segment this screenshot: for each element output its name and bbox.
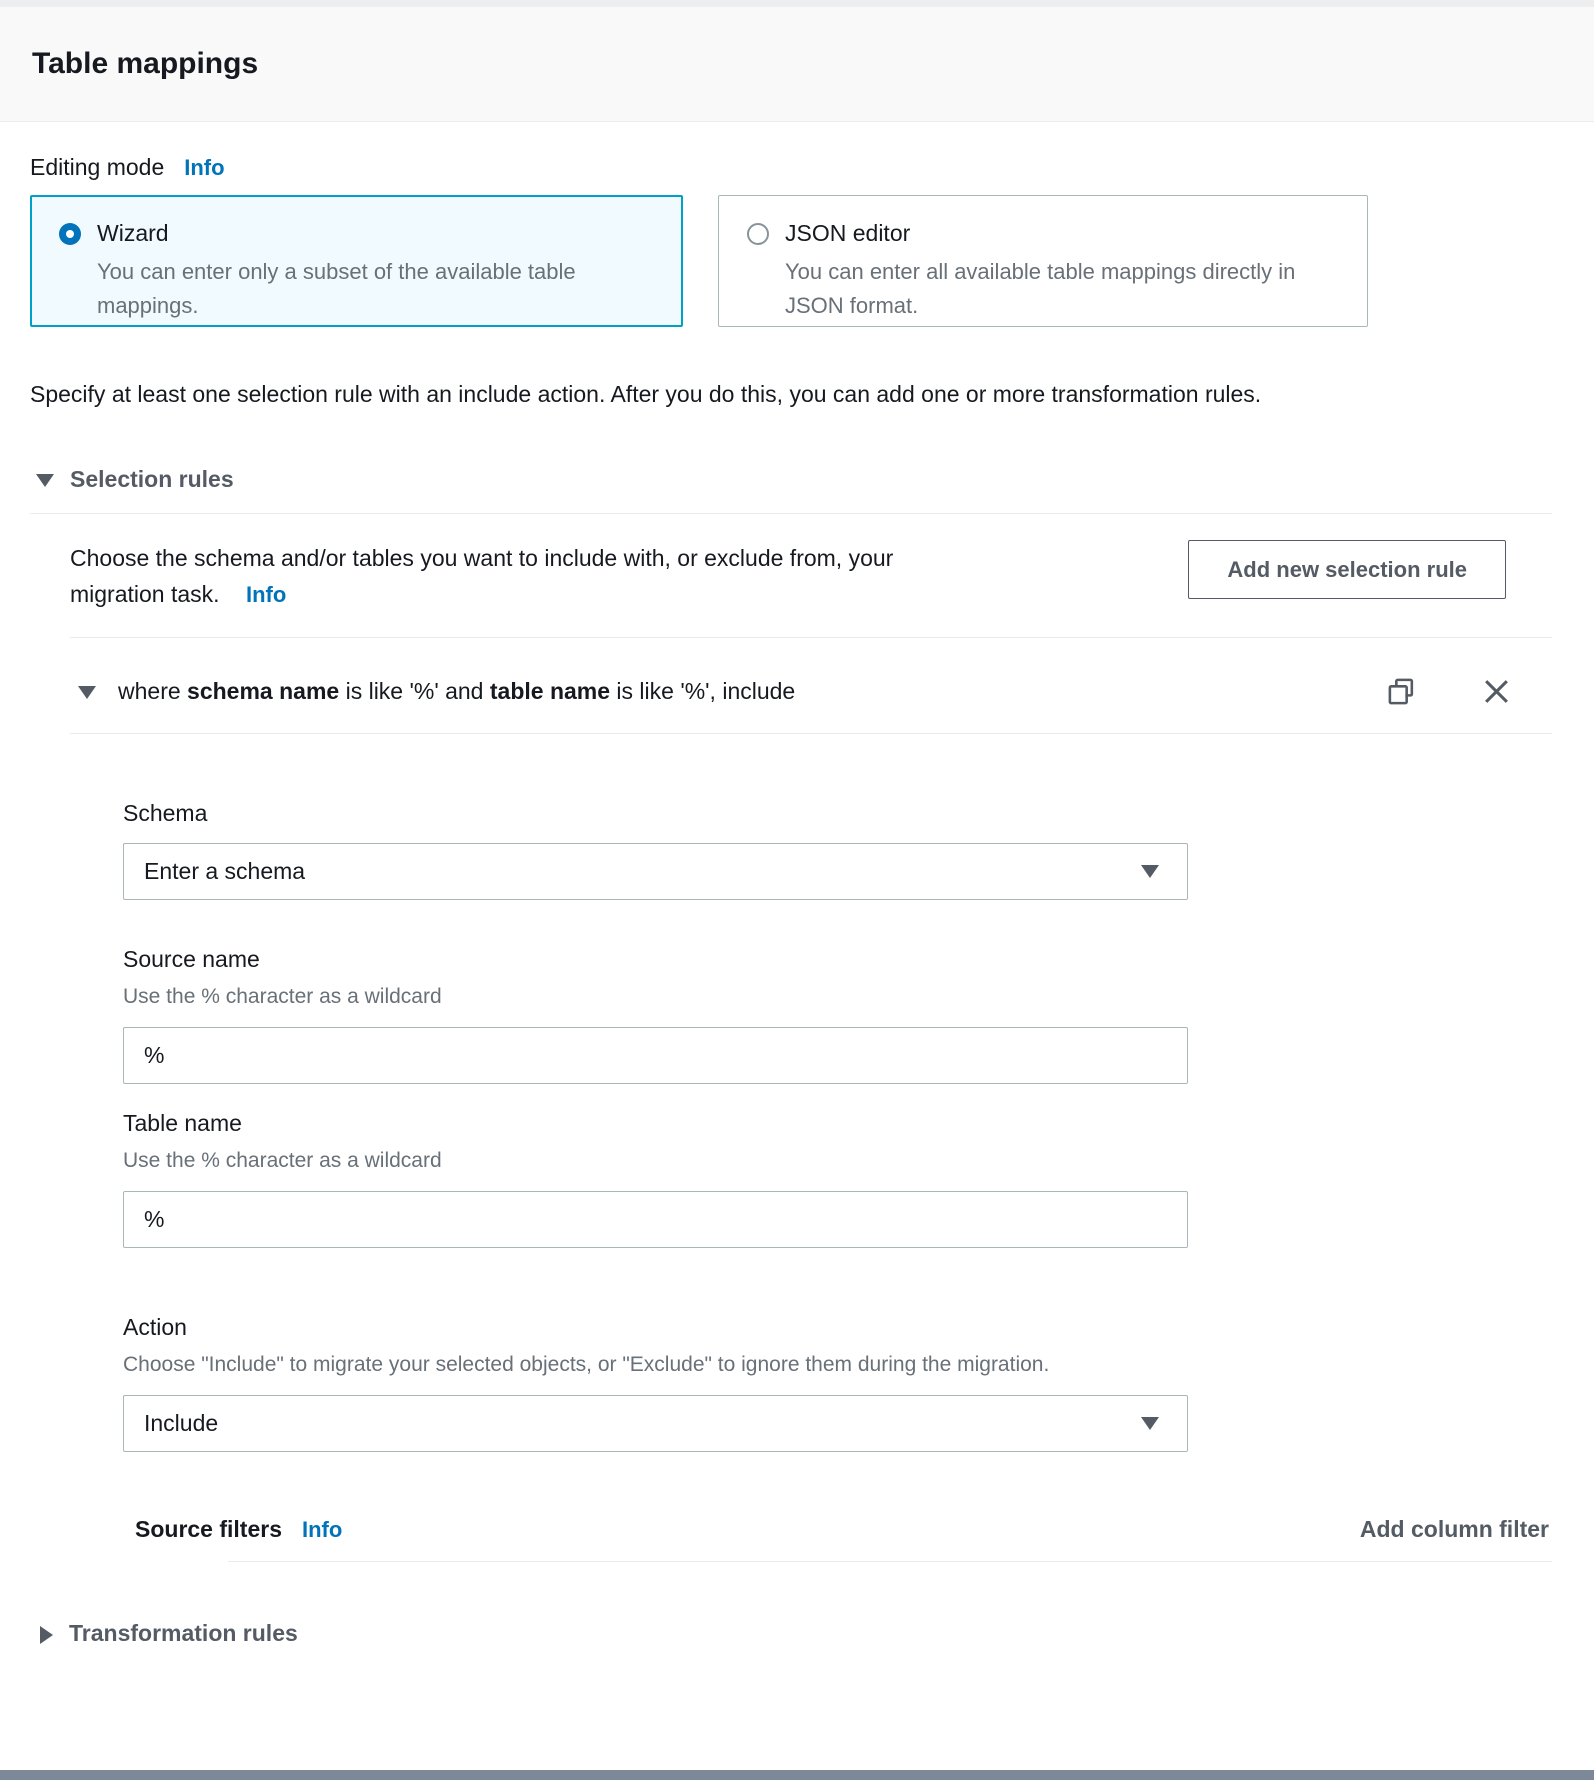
source-name-value: % bbox=[144, 1042, 165, 1068]
selection-rules-description bbox=[70, 540, 982, 613]
table-name-input[interactable] bbox=[123, 1191, 1188, 1248]
table-name-field-group bbox=[123, 1110, 1552, 1248]
divider bbox=[228, 1561, 1552, 1562]
json-option-description: You can enter all available table mappings directly in JSON format. bbox=[785, 259, 1296, 318]
action-select-value: Include bbox=[144, 1410, 219, 1436]
selection-rules-title: Selection rules bbox=[70, 466, 234, 492]
chevron-down-icon[interactable] bbox=[78, 686, 96, 699]
table-mappings-panel bbox=[0, 154, 1594, 1647]
radio-unselected-icon[interactable] bbox=[747, 223, 769, 245]
editing-mode-option-json-editor[interactable] bbox=[718, 195, 1368, 327]
rule-suffix-text: is like '%', include bbox=[610, 678, 796, 704]
source-name-input[interactable] bbox=[123, 1027, 1188, 1084]
rule-table-field: table name bbox=[489, 678, 611, 704]
rule-where-text: where bbox=[118, 678, 188, 704]
editing-mode-option-wizard[interactable] bbox=[30, 195, 683, 327]
schema-select[interactable] bbox=[123, 843, 1188, 900]
schema-label: Schema bbox=[123, 800, 208, 826]
rule-schema-field: schema name bbox=[187, 678, 340, 704]
json-option-text bbox=[785, 220, 1310, 323]
table-name-label: Table name bbox=[123, 1110, 242, 1136]
selection-rule-summary bbox=[118, 678, 795, 705]
wizard-option-text bbox=[97, 220, 587, 323]
editing-mode-info-link[interactable]: Info bbox=[184, 155, 225, 180]
source-name-hint: Use the % character as a wildcard bbox=[123, 985, 442, 1008]
source-filters-label: Source filters bbox=[135, 1516, 282, 1542]
action-hint: Choose "Include" to migrate your selected objects, or "Exclude" to ignore them during the migration. bbox=[123, 1353, 1050, 1376]
selection-rules-header[interactable] bbox=[30, 466, 1552, 493]
selection-rule-row bbox=[78, 676, 1552, 707]
schema-select-value: Enter a schema bbox=[144, 858, 306, 884]
rule-middle-text: is like '%' and bbox=[339, 678, 490, 704]
action-select[interactable] bbox=[123, 1395, 1188, 1452]
radio-selected-icon[interactable] bbox=[59, 223, 81, 245]
divider bbox=[70, 637, 1552, 638]
panel-header bbox=[0, 7, 1594, 122]
table-name-value: % bbox=[144, 1206, 165, 1232]
selection-rules-info-link[interactable]: Info bbox=[245, 582, 287, 607]
selection-rules-description-text: Choose the schema and/or tables you want to include with, or exclude from, your migration task. bbox=[70, 545, 894, 607]
duplicate-rule-icon[interactable] bbox=[1386, 676, 1417, 707]
table-name-hint: Use the % character as a wildcard bbox=[123, 1149, 442, 1172]
add-column-filter-button[interactable]: Add column filter bbox=[1359, 1516, 1549, 1542]
chevron-right-icon bbox=[40, 1626, 53, 1644]
action-field-group bbox=[123, 1314, 1552, 1452]
selection-rules-toolbar bbox=[30, 540, 1552, 613]
intro-text: Specify at least one selection rule with an include action. After you do this, you can add one or more transformation rules. bbox=[30, 381, 1262, 407]
rule-actions bbox=[1386, 676, 1512, 707]
transformation-rules-title: Transformation rules bbox=[69, 1620, 298, 1646]
divider bbox=[30, 513, 1552, 514]
schema-field-group bbox=[123, 800, 1552, 900]
bottom-section-bar bbox=[0, 1770, 1594, 1780]
transformation-rules-header[interactable] bbox=[30, 1620, 1552, 1647]
editing-mode-label: Editing mode bbox=[30, 154, 165, 180]
wizard-option-description: You can enter only a subset of the available table mappings. bbox=[97, 259, 576, 318]
remove-rule-icon[interactable] bbox=[1481, 676, 1512, 707]
action-label: Action bbox=[123, 1314, 187, 1340]
chevron-down-icon bbox=[36, 474, 54, 487]
source-name-label: Source name bbox=[123, 946, 260, 972]
add-new-selection-rule-button[interactable]: Add new selection rule bbox=[1188, 540, 1506, 599]
source-name-field-group bbox=[123, 946, 1552, 1084]
source-filters-row bbox=[135, 1516, 1549, 1543]
page-title: Table mappings bbox=[32, 47, 259, 80]
page-top-strip bbox=[0, 0, 1594, 7]
selection-rule-form bbox=[123, 800, 1552, 1452]
chevron-down-icon bbox=[1141, 865, 1159, 878]
editing-mode-row bbox=[30, 154, 1552, 181]
source-filters-info-link[interactable]: Info bbox=[302, 1517, 343, 1542]
wizard-option-label: Wizard bbox=[97, 220, 169, 246]
editing-mode-options bbox=[30, 195, 1552, 327]
chevron-down-icon bbox=[1141, 1417, 1159, 1430]
json-option-label: JSON editor bbox=[785, 220, 911, 246]
divider bbox=[70, 733, 1552, 734]
